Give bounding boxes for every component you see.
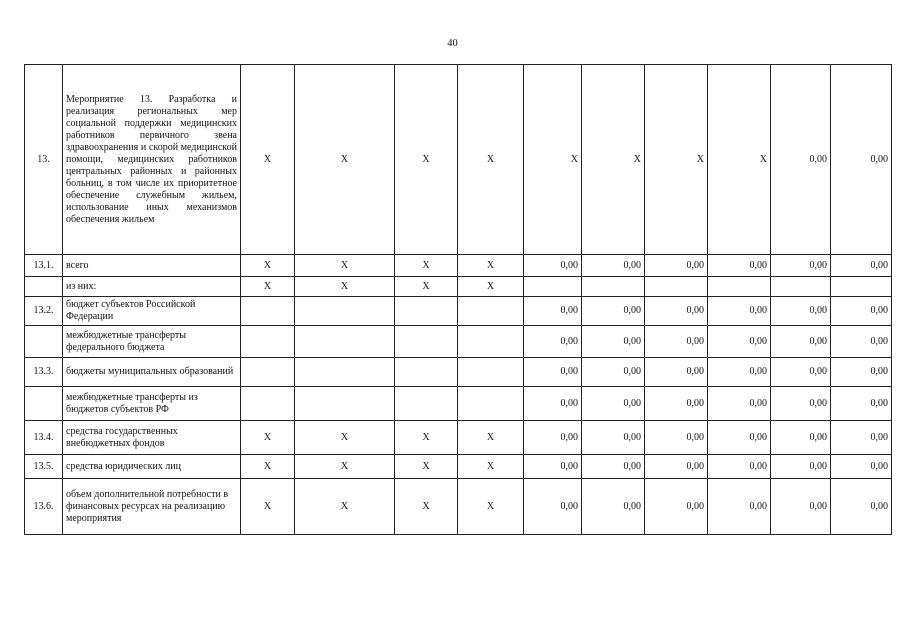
- value-cell: 0,00: [708, 358, 771, 387]
- row-description: объем дополнительной потребности в финансовых ресурсах на реализацию мероприятия: [63, 479, 241, 535]
- row-description: бюджеты муниципальных образований: [63, 358, 241, 387]
- row-number: [25, 387, 63, 421]
- value-cell: 0,00: [582, 479, 645, 535]
- mark-cell: Х: [241, 421, 295, 455]
- value-cell: 0,00: [771, 455, 831, 479]
- table-row: [25, 65, 892, 255]
- row-number: 13.2.: [25, 297, 63, 326]
- value-cell: 0,00: [831, 326, 892, 358]
- value-cell: 0,00: [771, 479, 831, 535]
- row-number: 13.3.: [25, 358, 63, 387]
- value-cell: Х: [582, 65, 645, 255]
- mark-cell: [395, 387, 458, 421]
- mark-cell: Х: [458, 65, 524, 255]
- mark-cell: [458, 387, 524, 421]
- value-cell: 0,00: [771, 421, 831, 455]
- value-cell: [708, 277, 771, 297]
- row-number: [25, 326, 63, 358]
- table-row: [25, 387, 892, 421]
- mark-cell: Х: [295, 65, 395, 255]
- value-cell: 0,00: [582, 326, 645, 358]
- value-cell: 0,00: [524, 358, 582, 387]
- mark-cell: Х: [241, 479, 295, 535]
- value-cell: 0,00: [708, 387, 771, 421]
- value-cell: Х: [524, 65, 582, 255]
- mark-cell: Х: [241, 65, 295, 255]
- mark-cell: [241, 326, 295, 358]
- value-cell: 0,00: [582, 421, 645, 455]
- mark-cell: Х: [395, 479, 458, 535]
- mark-cell: [295, 358, 395, 387]
- value-cell: 0,00: [645, 255, 708, 277]
- value-cell: 0,00: [524, 326, 582, 358]
- mark-cell: Х: [458, 455, 524, 479]
- value-cell: 0,00: [708, 479, 771, 535]
- row-description: межбюджетные трансферты из бюджетов субъектов РФ: [63, 387, 241, 421]
- mark-cell: [458, 358, 524, 387]
- table-row: [25, 421, 892, 455]
- mark-cell: Х: [395, 255, 458, 277]
- value-cell: 0,00: [831, 479, 892, 535]
- value-cell: 0,00: [582, 387, 645, 421]
- table-row: [25, 358, 892, 387]
- mark-cell: Х: [395, 277, 458, 297]
- value-cell: 0,00: [771, 65, 831, 255]
- mark-cell: [295, 387, 395, 421]
- mark-cell: Х: [458, 255, 524, 277]
- budget-table: [24, 64, 892, 535]
- value-cell: 0,00: [831, 455, 892, 479]
- mark-cell: Х: [295, 277, 395, 297]
- row-number: [25, 277, 63, 297]
- row-number: 13.6.: [25, 479, 63, 535]
- value-cell: 0,00: [771, 387, 831, 421]
- value-cell: [831, 277, 892, 297]
- value-cell: 0,00: [708, 255, 771, 277]
- value-cell: 0,00: [645, 421, 708, 455]
- value-cell: [582, 277, 645, 297]
- value-cell: 0,00: [524, 297, 582, 326]
- mark-cell: [395, 326, 458, 358]
- mark-cell: Х: [295, 455, 395, 479]
- value-cell: 0,00: [645, 387, 708, 421]
- value-cell: [771, 277, 831, 297]
- table-row: [25, 479, 892, 535]
- value-cell: 0,00: [645, 297, 708, 326]
- value-cell: 0,00: [524, 455, 582, 479]
- value-cell: 0,00: [582, 255, 645, 277]
- value-cell: 0,00: [771, 255, 831, 277]
- value-cell: 0,00: [645, 326, 708, 358]
- row-description: всего: [63, 255, 241, 277]
- mark-cell: Х: [241, 455, 295, 479]
- mark-cell: Х: [458, 277, 524, 297]
- mark-cell: [458, 326, 524, 358]
- mark-cell: Х: [395, 455, 458, 479]
- row-number: 13.1.: [25, 255, 63, 277]
- page-number: 40: [447, 38, 458, 49]
- value-cell: 0,00: [708, 326, 771, 358]
- value-cell: Х: [708, 65, 771, 255]
- value-cell: Х: [645, 65, 708, 255]
- row-description: Мероприятие 13. Разработка и реализация региональных мер социальной поддержки медицинских работников первичного звена здравоохранения и скорой медицинской помощи, медицинских работников центральных районных и районных больниц, в том числе их приоритетное обеспечение служебным жильем, использование иных механизмов обеспечения жильем: [63, 65, 241, 255]
- mark-cell: [241, 358, 295, 387]
- table-row: [25, 297, 892, 326]
- mark-cell: Х: [295, 255, 395, 277]
- value-cell: 0,00: [831, 421, 892, 455]
- value-cell: 0,00: [524, 255, 582, 277]
- mark-cell: Х: [241, 255, 295, 277]
- mark-cell: [458, 297, 524, 326]
- row-description: межбюджетные трансферты федерального бюджета: [63, 326, 241, 358]
- value-cell: 0,00: [582, 297, 645, 326]
- value-cell: 0,00: [645, 358, 708, 387]
- mark-cell: [241, 297, 295, 326]
- mark-cell: Х: [395, 65, 458, 255]
- value-cell: 0,00: [831, 358, 892, 387]
- mark-cell: Х: [295, 479, 395, 535]
- value-cell: 0,00: [831, 297, 892, 326]
- value-cell: 0,00: [831, 255, 892, 277]
- value-cell: 0,00: [582, 455, 645, 479]
- value-cell: 0,00: [645, 455, 708, 479]
- row-description: средства юридических лиц: [63, 455, 241, 479]
- mark-cell: [395, 297, 458, 326]
- row-number: 13.4.: [25, 421, 63, 455]
- mark-cell: [395, 358, 458, 387]
- mark-cell: Х: [295, 421, 395, 455]
- value-cell: 0,00: [645, 479, 708, 535]
- row-number: 13.5.: [25, 455, 63, 479]
- value-cell: 0,00: [708, 297, 771, 326]
- value-cell: 0,00: [708, 421, 771, 455]
- value-cell: 0,00: [582, 358, 645, 387]
- mark-cell: Х: [458, 421, 524, 455]
- mark-cell: Х: [458, 479, 524, 535]
- value-cell: 0,00: [771, 326, 831, 358]
- mark-cell: Х: [395, 421, 458, 455]
- mark-cell: Х: [241, 277, 295, 297]
- value-cell: 0,00: [831, 65, 892, 255]
- row-number: 13.: [25, 65, 63, 255]
- value-cell: [524, 277, 582, 297]
- value-cell: 0,00: [771, 358, 831, 387]
- table-row: [25, 277, 892, 297]
- table-row: [25, 255, 892, 277]
- value-cell: 0,00: [831, 387, 892, 421]
- value-cell: 0,00: [524, 421, 582, 455]
- row-description: из них:: [63, 277, 241, 297]
- mark-cell: [241, 387, 295, 421]
- row-description: средства государственных внебюджетных фондов: [63, 421, 241, 455]
- table-row: [25, 326, 892, 358]
- value-cell: 0,00: [524, 479, 582, 535]
- value-cell: 0,00: [771, 297, 831, 326]
- mark-cell: [295, 326, 395, 358]
- value-cell: 0,00: [524, 387, 582, 421]
- value-cell: 0,00: [708, 455, 771, 479]
- mark-cell: [295, 297, 395, 326]
- value-cell: [645, 277, 708, 297]
- table-row: [25, 455, 892, 479]
- row-description: бюджет субъектов Российской Федерации: [63, 297, 241, 326]
